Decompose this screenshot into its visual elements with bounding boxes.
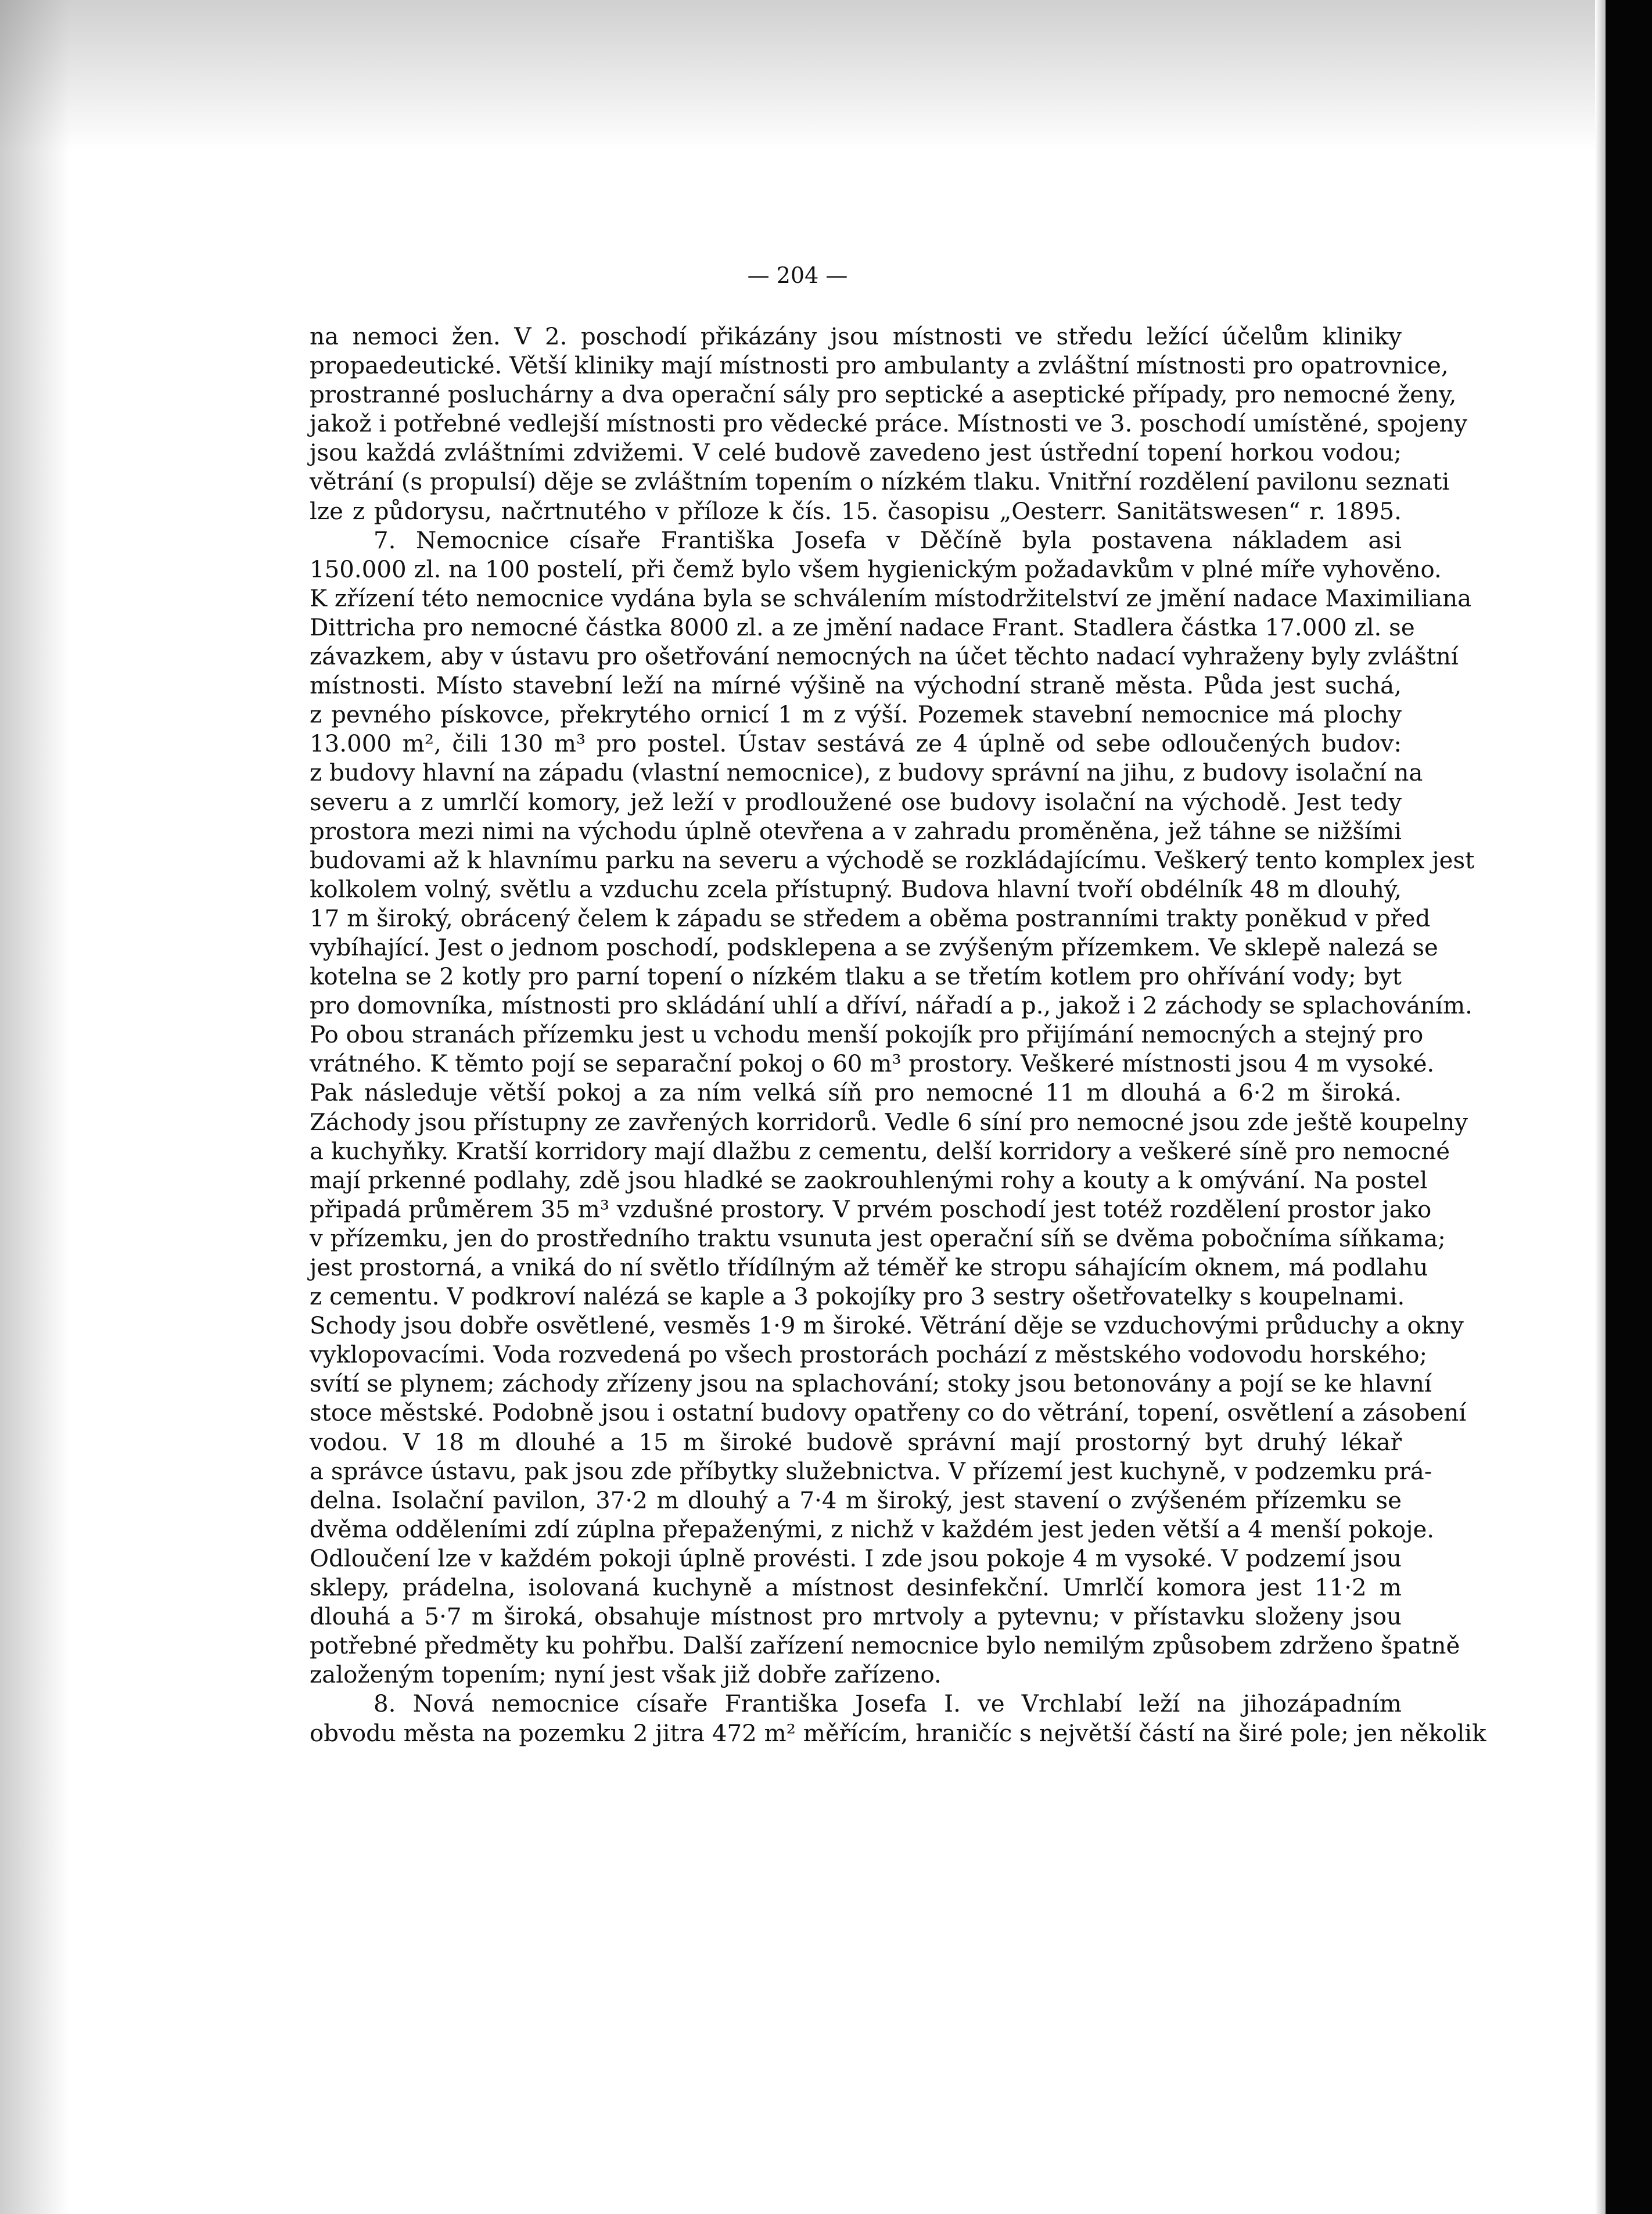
text-line: jsou každá zvláštními zdvižemi. V celé budově zavedeno jest ústřední topení horkou vodou; (310, 439, 1402, 467)
text-line: připadá průměrem 35 m³ vzdušné prostory. V prvém poschodí jest totéž rozdělení prostor jako (310, 1195, 1432, 1223)
section-8-heading-line: 8. Nová nemocnice císaře Františka Josefa I. ve Vrchlabí leží na jihozápadním (374, 1690, 1402, 1718)
text-line: kotelna se 2 kotly pro parní topení o nízkém tlaku a se třetím kotlem pro ohřívání vody; byt (310, 963, 1402, 991)
text-line: v přízemku, jen do prostředního traktu vsunuta jest operační síň se dvěma pobočníma síňkama; (310, 1224, 1446, 1252)
text-line: vodou. V 18 m dlouhé a 15 m široké budově správní mají prostorný byt druhý lékař (310, 1428, 1402, 1456)
text-line: z pevného pískovce, překrytého ornicí 1 m z výší. Pozemek stavební nemocnice má plochy (310, 701, 1402, 729)
text-line: Záchody jsou přístupny ze zavřených korridorů. Vedle 6 síní pro nemocné jsou zde ještě koupelny (310, 1108, 1468, 1136)
text-line: prostranné posluchárny a dva operační sály pro septické a aseptické případy, pro nemocné ženy, (310, 381, 1457, 409)
text-line: a kuchyňky. Kratší korridory mají dlažbu z cementu, delší korridory a veškeré síně pro nemocné (310, 1137, 1450, 1165)
text-line: 17 m široký, obrácený čelem k západu se středem a oběma postranními trakty poněkud v před (310, 904, 1431, 932)
text-line: vyklopovacími. Voda rozvedená po všech prostorách pochází z městského vodovodu horského; (310, 1341, 1428, 1369)
text-line: pro domovníka, místnosti pro skládání uhlí a dříví, nářadí a p., jakož i 2 záchody se splachováním. (310, 992, 1473, 1020)
text-line: potřebné předměty ku pohřbu. Další zařízení nemocnice bylo nemilým způsobem zdrženo špatně (310, 1632, 1460, 1660)
text-line: sklepy, prádelna, isolovaná kuchyně a místnost desinfekční. Umrlčí komora jest 11·2 m (310, 1574, 1402, 1602)
scan-shading-top (0, 0, 1595, 151)
text-line: Dittricha pro nemocné částka 8000 zl. a ze jmění nadace Frant. Stadlera částka 17.000 zl. se (310, 613, 1415, 641)
scan-border-right (1606, 0, 1652, 2214)
text-line: delna. Isolační pavilon, 37·2 m dlouhý a 7·4 m široký, jest stavení o zvýšeném přízemku se (310, 1486, 1402, 1514)
text-line: dlouhá a 5·7 m široká, obsahuje místnost pro mrtvoly a pytevnu; v přístavku složeny jsou (310, 1603, 1402, 1631)
text-line: jakož i potřebné vedlejší místnosti pro vědecké práce. Místnosti ve 3. poschodí umístěné, spojeny (310, 410, 1468, 438)
text-line: místnosti. Místo stavební leží na mírné výšině na východní straně města. Půda jest suchá, (310, 672, 1402, 700)
text-line: závazkem, aby v ústavu pro ošetřování nemocných na účet těchto nadací vyhraženy byly zvláštní (310, 643, 1459, 671)
text-line: a správce ústavu, pak jsou zde příbytky služebnictva. V přízemí jest kuchyně, v podzemku prá- (310, 1457, 1432, 1485)
text-line: kolkolem volný, světlu a vzduchu zcela přístupný. Budova hlavní tvoří obdélník 48 m dlouhý, (310, 875, 1402, 903)
text-line: svítí se plynem; záchody zřízeny jsou na splachování; stoky jsou betonovány a pojí se ke hlavní (310, 1370, 1432, 1398)
text-line: jest prostorná, a vniká do ní světlo třídílným až téměř ke stropu sáhajícím oknem, má podlahu (310, 1254, 1428, 1281)
text-line: z cementu. V podkroví nalézá se kaple a 3 pokojíky pro 3 sestry ošetřovatelky s koupelnami. (310, 1283, 1405, 1311)
text-line: prostora mezi nimi na východu úplně otevřena a v zahradu proměněna, jež táhne se nižšími (310, 817, 1402, 845)
text-line: Pak následuje větší pokoj a za ním velká síň pro nemocné 11 m dlouhá a 6·2 m široká. (310, 1079, 1402, 1107)
text-line: dvěma odděleními zdí zúplna přepaženými, z nichž v každém jest jeden větší a 4 menší pokoje. (310, 1515, 1435, 1543)
text-line: větrání (s propulsí) děje se zvláštním topením o nízkém tlaku. Vnitřní rozdělení pavilonu seznati (310, 468, 1450, 496)
text-line: budovami až k hlavnímu parku na severu a východě se rozkládajícímu. Veškerý tento komplex jest (310, 846, 1475, 874)
text-line: vrátného. K těmto pojí se separační pokoj o 60 m³ prostory. Veškeré místnosti jsou 4 m vysoké. (310, 1050, 1435, 1078)
scan-shading-left (0, 0, 70, 2214)
text-line: mají prkenné podlahy, zdě jsou hladké se zaokrouhlenými rohy a kouty a k omývání. Na postel (310, 1166, 1428, 1194)
text-line: Odloučení lze v každém pokoji úplně provésti. I zde jsou pokoje 4 m vysoké. V podzemí jsou (310, 1544, 1402, 1572)
text-line: stoce městské. Podobně jsou i ostatní budovy opatřeny co do větrání, topení, osvětlení a zásobení (310, 1399, 1467, 1427)
page-edge-gradient (1595, 0, 1606, 2214)
text-line: založeným topením; nyní jest však již dobře zařízeno. (310, 1661, 942, 1689)
text-line: Po obou stranách přízemku jest u vchodu menší pokojík pro přijímání nemocných a stejný pro (310, 1021, 1424, 1049)
text-line: vybíhající. Jest o jednom poschodí, podsklepena a se zvýšeným přízemkem. Ve sklepě nalezá se (310, 933, 1438, 961)
section-7-heading-line: 7. Nemocnice císaře Františka Josefa v Děčíně byla postavena nákladem asi (374, 526, 1402, 554)
text-line: propaedeutické. Větší kliniky mají místnosti pro ambulanty a zvláštní místnosti pro opatrovnice, (310, 352, 1449, 380)
text-line: 150.000 zl. na 100 postelí, při čemž bylo všem hygienickým požadavkům v plné míře vyhověno. (310, 555, 1442, 583)
body-text (310, 322, 1486, 1748)
text-line: K zřízení této nemocnice vydána byla se schválením místodržitelství ze jmění nadace Maximiliana (310, 584, 1472, 612)
text-line: Schody jsou dobře osvětlené, vesměs 1·9 m široké. Větrání děje se vzduchovými průduchy a okny (310, 1312, 1464, 1340)
text-line: na nemoci žen. V 2. poschodí přikázány jsou místnosti ve středu ležící účelům kliniky (310, 323, 1402, 350)
text-line: 13.000 m², čili 130 m³ pro postel. Ústav sestává ze 4 úplně od sebe odloučených budov: (310, 730, 1402, 758)
text-line: obvodu města na pozemku 2 jitra 472 m² měřícím, hraničíc s největší částí na širé pole; jen několik (310, 1719, 1486, 1747)
text-line: severu a z umrlčí komory, jež leží v prodloužené ose budovy isolační na východě. Jest tedy (310, 788, 1402, 816)
text-line: z budovy hlavní na západu (vlastní nemocnice), z budovy správní na jihu, z budovy isolační na (310, 759, 1423, 787)
page-number: — 204 — (747, 263, 848, 288)
text-line: lze z půdorysu, načrtnutého v příloze k čís. 15. časopisu „Oesterr. Sanitätswesen“ r. 1895. (310, 497, 1402, 525)
